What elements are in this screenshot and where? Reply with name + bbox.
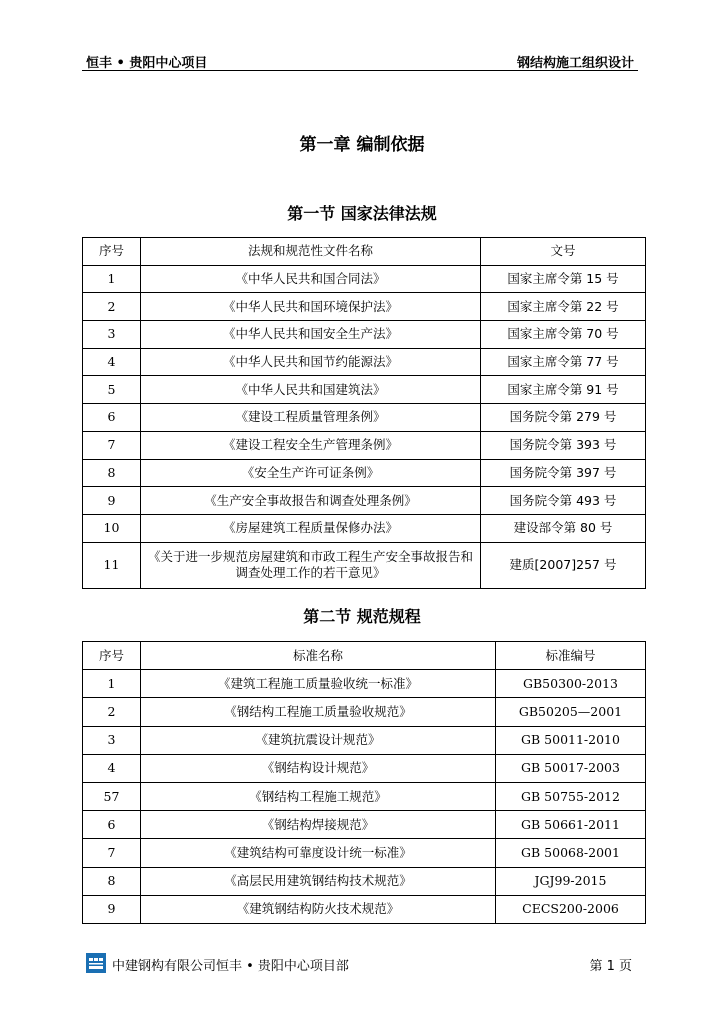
- row-number: 4: [83, 754, 141, 782]
- company-logo-icon: [86, 953, 106, 973]
- column-header: 序号: [83, 238, 141, 266]
- table-row: [83, 431, 646, 459]
- column-header: 序号: [83, 642, 141, 670]
- row-number: 6: [83, 404, 141, 432]
- document-number: 国务院令第 393 号: [481, 431, 646, 459]
- row-number: 3: [83, 726, 141, 754]
- table-row: [83, 293, 646, 321]
- standard-name: 《钢结构工程施工质量验收规范》: [141, 698, 496, 726]
- table-row: [83, 321, 646, 349]
- table-header-row: [83, 238, 646, 266]
- row-number: 2: [83, 698, 141, 726]
- law-name: 《房屋建筑工程质量保修办法》: [141, 514, 481, 542]
- row-number: 2: [83, 293, 141, 321]
- table-row: [83, 754, 646, 782]
- section2-title: 第二节 规范规程: [303, 607, 421, 626]
- column-header: 文号: [481, 238, 646, 266]
- column-header: 法规和规范性文件名称: [141, 238, 481, 266]
- chapter-title: 第一章 编制依据: [299, 135, 425, 155]
- standard-code: GB 50017-2003: [496, 754, 646, 782]
- law-name: 《生产安全事故报告和调查处理条例》: [141, 487, 481, 515]
- row-number: 1: [83, 265, 141, 293]
- table-row: [83, 514, 646, 542]
- column-header: 标准编号: [496, 642, 646, 670]
- table-row: [83, 459, 646, 487]
- document-number: 建设部令第 80 号: [481, 514, 646, 542]
- document-number: 国家主席令第 22 号: [481, 293, 646, 321]
- document-number: 国务院令第 279 号: [481, 404, 646, 432]
- standard-code: CECS200-2006: [496, 895, 646, 923]
- table-row: [83, 811, 646, 839]
- row-number: 5: [83, 376, 141, 404]
- row-number: 9: [83, 487, 141, 515]
- table-row: [83, 867, 646, 895]
- document-number: 国家主席令第 70 号: [481, 321, 646, 349]
- column-header: 标准名称: [141, 642, 496, 670]
- law-name: 《建设工程安全生产管理条例》: [141, 431, 481, 459]
- table-row: [83, 348, 646, 376]
- row-number: 4: [83, 348, 141, 376]
- table-row: [83, 726, 646, 754]
- law-name: 《中华人民共和国建筑法》: [141, 376, 481, 404]
- table-row: [83, 404, 646, 432]
- row-number: 8: [83, 867, 141, 895]
- header-document-title: 钢结构施工组织设计: [516, 56, 634, 71]
- document-number: 国家主席令第 15 号: [481, 265, 646, 293]
- document-number: 国家主席令第 77 号: [481, 348, 646, 376]
- standard-code: GB 50068-2001: [496, 839, 646, 867]
- standard-name: 《建筑结构可靠度设计统一标准》: [141, 839, 496, 867]
- standard-code: GB 50755-2012: [496, 782, 646, 810]
- law-name: 《关于进一步规范房屋建筑和市政工程生产安全事故报告和调查处理工作的若干意见》: [141, 542, 481, 588]
- page-header: [82, 52, 638, 71]
- row-number: 11: [83, 542, 141, 588]
- law-name: 《中华人民共和国安全生产法》: [141, 321, 481, 349]
- document-number: 国务院令第 493 号: [481, 487, 646, 515]
- law-name: 《中华人民共和国合同法》: [141, 265, 481, 293]
- row-number: 8: [83, 459, 141, 487]
- standards-table: [82, 641, 646, 924]
- row-number: 57: [83, 782, 141, 810]
- table-row: [83, 782, 646, 810]
- standard-code: GB50205—2001: [496, 698, 646, 726]
- standard-code: GB 50661-2011: [496, 811, 646, 839]
- law-name: 《安全生产许可证条例》: [141, 459, 481, 487]
- table-row: [83, 895, 646, 923]
- law-name: 《中华人民共和国节约能源法》: [141, 348, 481, 376]
- section1-title: 第一节 国家法律法规: [287, 204, 437, 223]
- footer-company-name: 中建钢构有限公司恒丰 • 贵阳中心项目部: [112, 959, 349, 974]
- row-number: 3: [83, 321, 141, 349]
- table-row: [83, 698, 646, 726]
- standard-name: 《高层民用建筑钢结构技术规范》: [141, 867, 496, 895]
- document-number: 国家主席令第 91 号: [481, 376, 646, 404]
- standard-name: 《钢结构工程施工规范》: [141, 782, 496, 810]
- standard-name: 《建筑工程施工质量验收统一标准》: [141, 670, 496, 698]
- standard-code: JGJ99-2015: [496, 867, 646, 895]
- header-project-name: 恒丰 • 贵阳中心项目: [86, 56, 208, 71]
- standard-code: GB 50011-2010: [496, 726, 646, 754]
- document-number: 建质[2007]257 号: [481, 542, 646, 588]
- table-row: [83, 487, 646, 515]
- standard-name: 《建筑钢结构防火技术规范》: [141, 895, 496, 923]
- laws-table: [82, 237, 646, 589]
- row-number: 1: [83, 670, 141, 698]
- row-number: 7: [83, 839, 141, 867]
- standard-code: GB50300-2013: [496, 670, 646, 698]
- table-row: [83, 542, 646, 588]
- row-number: 7: [83, 431, 141, 459]
- row-number: 10: [83, 514, 141, 542]
- standard-name: 《钢结构焊接规范》: [141, 811, 496, 839]
- page-number: 第 1 页: [589, 959, 632, 974]
- law-name: 《建设工程质量管理条例》: [141, 404, 481, 432]
- law-name: 《中华人民共和国环境保护法》: [141, 293, 481, 321]
- document-number: 国务院令第 397 号: [481, 459, 646, 487]
- table-header-row: [83, 642, 646, 670]
- table-row: [83, 839, 646, 867]
- row-number: 9: [83, 895, 141, 923]
- table-row: [83, 376, 646, 404]
- standard-name: 《钢结构设计规范》: [141, 754, 496, 782]
- table-row: [83, 265, 646, 293]
- standard-name: 《建筑抗震设计规范》: [141, 726, 496, 754]
- table-row: [83, 670, 646, 698]
- row-number: 6: [83, 811, 141, 839]
